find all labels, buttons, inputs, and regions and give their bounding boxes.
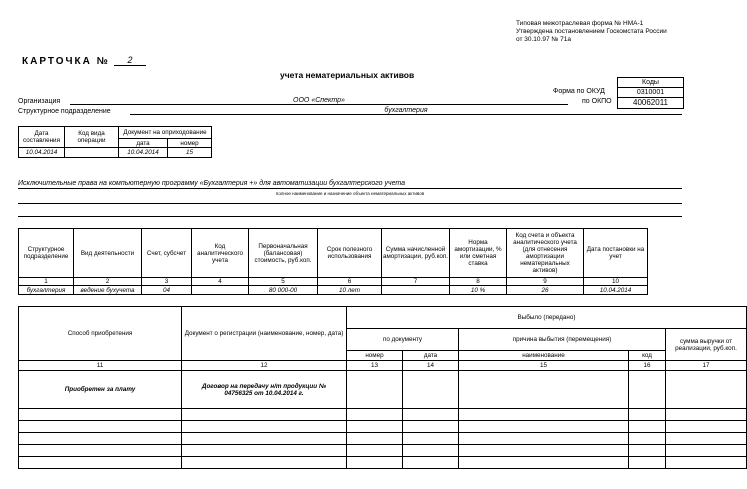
row-initial-cost: 80 000-00 — [249, 286, 318, 295]
acquisition-table — [18, 306, 747, 469]
empty-cell — [19, 421, 182, 433]
blank-line-1 — [18, 203, 682, 204]
header-registration-document: Документ о регистрации (наименование, номер, дата) — [182, 307, 347, 361]
header-amortization-rate: Норма амортизации, % или сметная ставка — [450, 229, 507, 278]
col-number: 13 — [347, 361, 403, 371]
codes-heading: Коды — [617, 77, 684, 88]
doc-row-opcode — [65, 148, 119, 158]
row-acquisition-method: Приобретен за плату — [19, 371, 182, 409]
header-account-object-code: Код счета и объекта аналитического учета (для отнесения амортизации нематериальных активов) — [507, 229, 584, 278]
header-disposed: Выбыло (передано) — [347, 307, 747, 329]
empty-cell — [403, 457, 459, 469]
empty-cell — [666, 433, 747, 445]
empty-cell — [629, 445, 666, 457]
doc-date-header: Дата составления — [19, 127, 65, 148]
header-disposal-reason: причина выбытия (перемещения) — [459, 329, 666, 351]
col-number: 15 — [459, 361, 629, 371]
header-analytic-code: Код аналитического учета — [192, 229, 249, 278]
row-activity: ведение бухучета — [74, 286, 142, 295]
empty-cell — [347, 433, 403, 445]
col-number: 2 — [74, 278, 142, 286]
header-accrued-amortization: Сумма начисленной амортизации, руб.коп. — [382, 229, 450, 278]
empty-cell — [182, 445, 347, 457]
header-initial-cost: Первоначальная (балансовая) стоимость, руб.коп. — [249, 229, 318, 278]
empty-cell — [347, 445, 403, 457]
okud-label: Форма по ОКУД — [553, 88, 605, 95]
empty-cell — [19, 445, 182, 457]
col-number: 11 — [19, 361, 182, 371]
header-activity: Вид деятельности — [74, 229, 142, 278]
empty-cell — [629, 457, 666, 469]
empty-cell — [629, 409, 666, 421]
empty-cell — [459, 409, 629, 421]
empty-cell — [666, 445, 747, 457]
organization-value: ООО «Спектр» — [70, 97, 568, 105]
empty-cell — [666, 409, 747, 421]
rights-caption: полное наименование и назначение объекта нематериальных активов — [275, 191, 425, 196]
doc-row-receipt-number: 15 — [168, 148, 212, 158]
col-number: 17 — [666, 361, 747, 371]
col-number: 10 — [584, 278, 648, 286]
main-table — [18, 228, 648, 295]
doc-receipt-header: Документ на оприходование — [119, 127, 212, 139]
row-account-object-code: 26 — [507, 286, 584, 295]
row-accrued-amortization — [382, 286, 450, 295]
row-amortization-rate: 10 % — [450, 286, 507, 295]
empty-cell — [347, 457, 403, 469]
form-header-note — [516, 20, 667, 44]
empty-cell — [403, 371, 459, 409]
card-number: 2 — [114, 55, 146, 66]
doc-opcode-header: Код вида операции — [65, 127, 119, 148]
row-analytic-code — [192, 286, 249, 295]
empty-cell — [666, 371, 747, 409]
empty-cell — [182, 409, 347, 421]
empty-cell — [347, 421, 403, 433]
empty-cell — [629, 433, 666, 445]
row-registration-document: Договор на передачу н/т продукции № 04756325 от 10.04.2014 г. — [182, 371, 347, 409]
doc-row-date: 10.04.2014 — [19, 148, 65, 158]
header-department: Структурное подразделение — [19, 229, 74, 278]
header-useful-life: Срок полезного использования — [318, 229, 382, 278]
card-title — [22, 56, 110, 67]
row-useful-life: 10 лет — [318, 286, 382, 295]
header-doc-date: дата — [403, 351, 459, 361]
empty-cell — [403, 433, 459, 445]
empty-cell — [403, 445, 459, 457]
col-number: 9 — [507, 278, 584, 286]
empty-cell — [629, 421, 666, 433]
rights-description: Исключительные права на компьютерную программу «Бухгалтерия +» для автоматизации бухгалтерского учета — [18, 180, 682, 189]
document-table — [18, 126, 212, 158]
okpo-label: по ОКПО — [582, 98, 612, 105]
header-registration-date: Дата постановки на учет — [584, 229, 648, 278]
okpo-value: 40062011 — [617, 97, 684, 109]
card-label: КАРТОЧКА № — [22, 56, 110, 67]
empty-cell — [19, 457, 182, 469]
empty-cell — [19, 433, 182, 445]
empty-cell — [629, 371, 666, 409]
doc-sub-number: номер — [168, 139, 212, 148]
header-account: Счет, субсчет — [142, 229, 192, 278]
approved-line: Утверждена постановлением Госкомстата России — [516, 28, 667, 35]
col-number: 16 — [629, 361, 666, 371]
department-value: бухгалтерия — [130, 107, 682, 115]
col-number: 3 — [142, 278, 192, 286]
empty-cell — [666, 457, 747, 469]
header-sale-proceeds: сумма выручки от реализации, руб.коп. — [666, 329, 747, 361]
empty-cell — [403, 421, 459, 433]
empty-cell — [19, 409, 182, 421]
col-number: 4 — [192, 278, 249, 286]
row-department: бухгалтерия — [19, 286, 74, 295]
col-number: 6 — [318, 278, 382, 286]
form-type-line: Типовая межотраслевая форма № НМА-1 — [516, 20, 644, 27]
row-registration-date: 10.04.2014 — [584, 286, 648, 295]
empty-cell — [459, 371, 629, 409]
empty-cell — [182, 421, 347, 433]
header-acquisition-method: Способ приобретения — [19, 307, 182, 361]
col-number: 12 — [182, 361, 347, 371]
col-number: 5 — [249, 278, 318, 286]
department-label: Структурное подразделение — [18, 108, 111, 115]
col-number: 7 — [382, 278, 450, 286]
header-by-document: по документу — [347, 329, 459, 351]
empty-cell — [182, 457, 347, 469]
okud-value: 0310001 — [617, 87, 684, 98]
doc-sub-date: дата — [119, 139, 168, 148]
empty-cell — [182, 433, 347, 445]
header-reason-name: наименование — [459, 351, 629, 361]
empty-cell — [459, 433, 629, 445]
card-subtitle: учета нематериальных активов — [280, 70, 415, 80]
organization-label: Организация — [18, 98, 61, 105]
blank-line-2 — [18, 216, 682, 217]
empty-cell — [347, 409, 403, 421]
col-number: 8 — [450, 278, 507, 286]
header-doc-number: номер — [347, 351, 403, 361]
empty-cell — [459, 457, 629, 469]
doc-row-receipt-date: 10.04.2014 — [119, 148, 168, 158]
empty-cell — [347, 371, 403, 409]
empty-cell — [459, 445, 629, 457]
col-number: 1 — [19, 278, 74, 286]
row-account: 04 — [142, 286, 192, 295]
empty-cell — [403, 409, 459, 421]
decree-date-line: от 30.10.97 № 71а — [516, 36, 571, 43]
empty-cell — [459, 421, 629, 433]
header-reason-code: код — [629, 351, 666, 361]
col-number: 14 — [403, 361, 459, 371]
empty-cell — [666, 421, 747, 433]
